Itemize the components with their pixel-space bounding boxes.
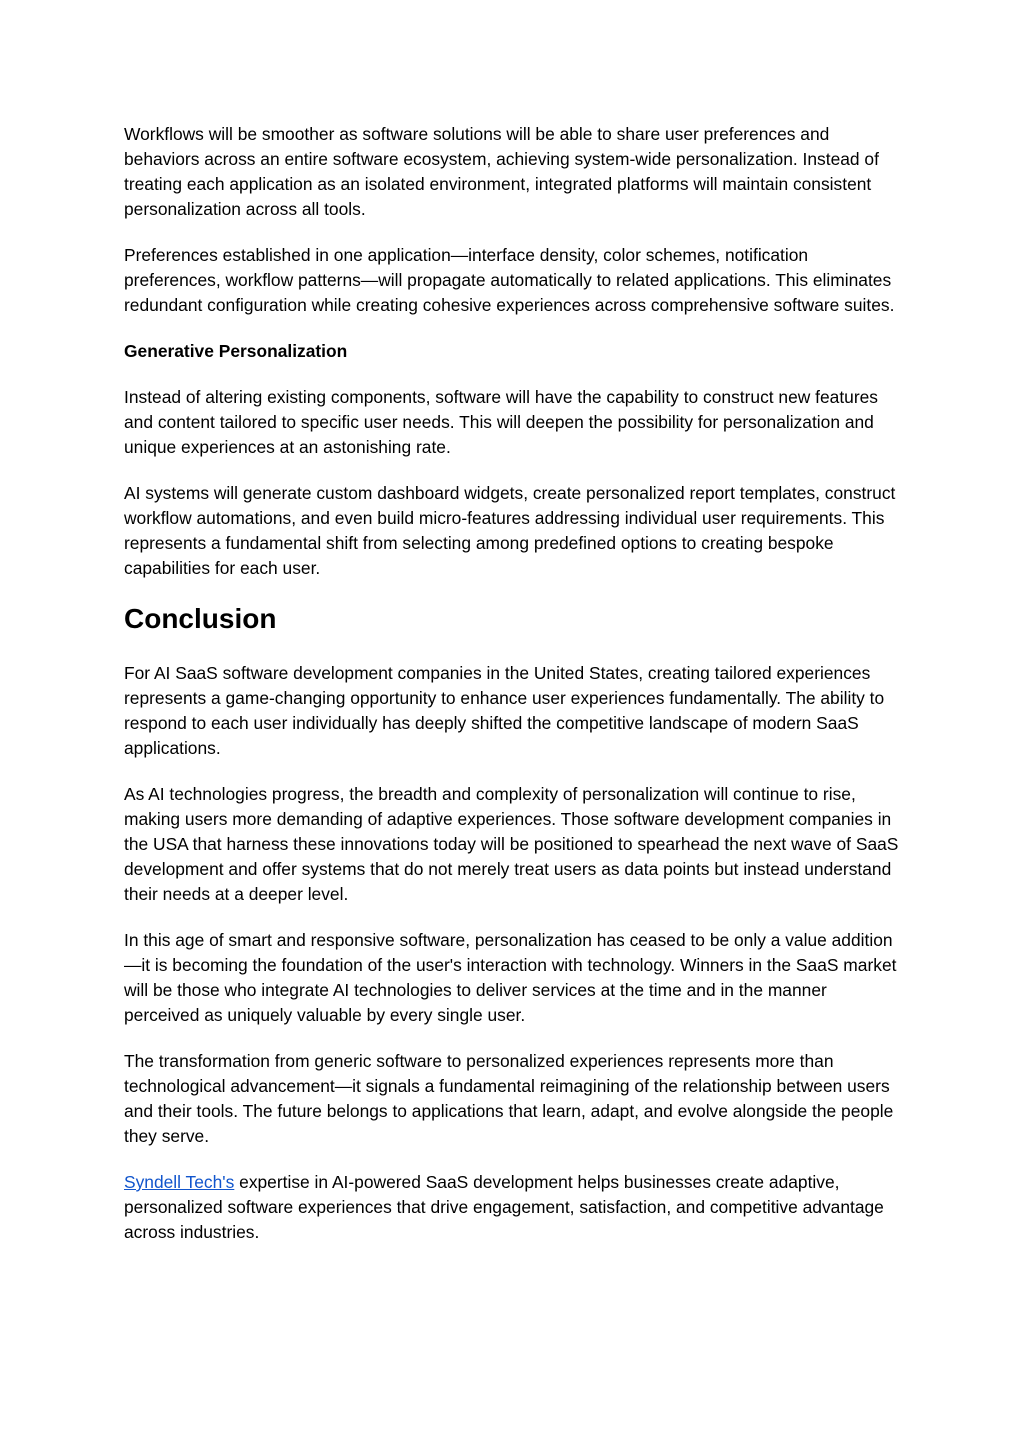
paragraph-generative-2: AI systems will generate custom dashboard widgets, create personalized report templates, construct workflow automations, and even build micro-features addressing individual user requirements. This represents a fundamental shift from selecting among predefined options to creating bespoke capabilities for each user. (124, 483, 896, 578)
paragraph-final (124, 1170, 904, 1245)
document-page (124, 122, 904, 1266)
final-paragraph-text: expertise in AI-powered SaaS development helps businesses create adaptive, personalized software experiences that drive engagement, satisfaction, and competitive advantage across industries. (124, 1172, 884, 1242)
heading-conclusion: Conclusion (124, 603, 277, 634)
paragraph-conclusion-3: In this age of smart and responsive software, personalization has ceased to be only a value addition—it is becoming the foundation of the user's interaction with technology. Winners in the SaaS market will be those who integrate AI technologies to deliver services at the time and in the manner perceived as uniquely valuable by every single user. (124, 930, 897, 1025)
paragraph-preferences: Preferences established in one application—interface density, color schemes, notification preferences, workflow patterns—will propagate automatically to related applications. This eliminates redundant configuration while creating cohesive experiences across comprehensive software suites. (124, 245, 895, 315)
paragraph-conclusion-1: For AI SaaS software development companies in the United States, creating tailored experiences represents a game-changing opportunity to enhance user experiences fundamentally. The ability to respond to each user individually has deeply shifted the competitive landscape of modern SaaS applications. (124, 663, 885, 758)
paragraph-conclusion-4: The transformation from generic software to personalized experiences represents more than technological advancement—it signals a fundamental reimagining of the relationship between users and their tools. The future belongs to applications that learn, adapt, and evolve alongside the people they serve. (124, 1051, 894, 1146)
subheading-generative-personalization: Generative Personalization (124, 341, 348, 361)
syndell-tech-link[interactable]: Syndell Tech's (124, 1172, 235, 1192)
paragraph-conclusion-2: As AI technologies progress, the breadth and complexity of personalization will continue to rise, making users more demanding of adaptive experiences. Those software development companies in the USA that harness these innovations today will be positioned to spearhead the next wave of SaaS development and offer systems that do not merely treat users as data points but instead understand their needs at a deeper level. (124, 784, 899, 904)
paragraph-system-wide: Workflows will be smoother as software solutions will be able to share user preferences and behaviors across an entire software ecosystem, achieving system-wide personalization. Instead of treating each application as an isolated environment, integrated platforms will maintain consistent personalization across all tools. (124, 124, 879, 219)
paragraph-generative-1: Instead of altering existing components, software will have the capability to construct new features and content tailored to specific user needs. This will deepen the possibility for personalization and unique experiences at an astonishing rate. (124, 387, 878, 457)
